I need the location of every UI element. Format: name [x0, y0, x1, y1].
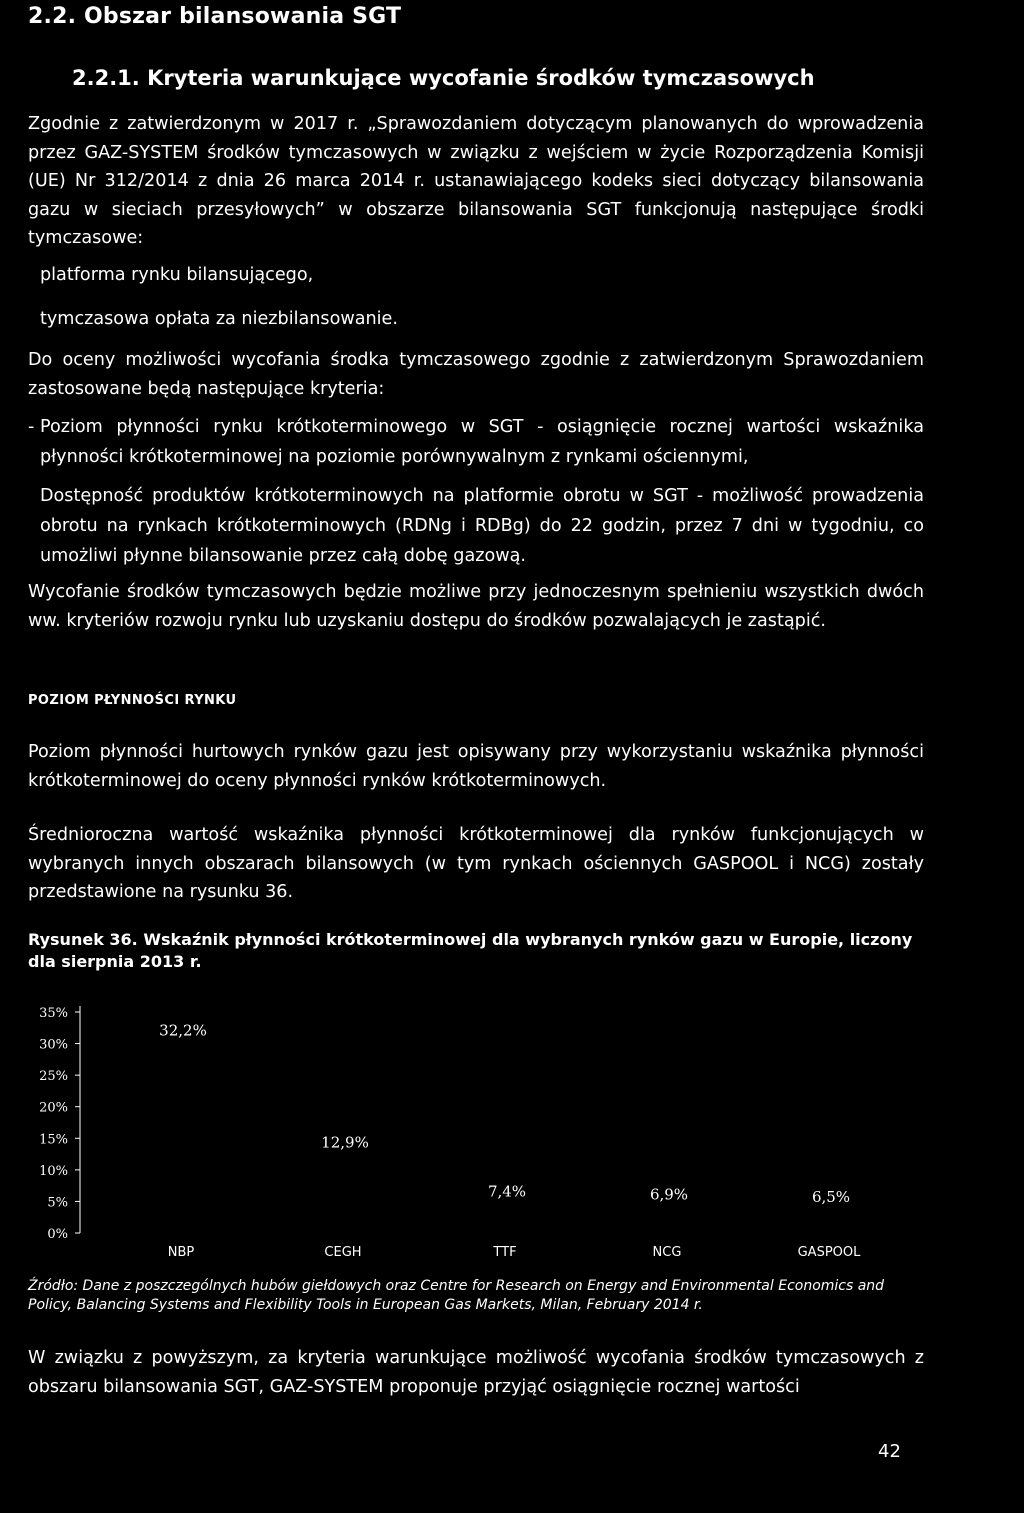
y-tick-label: 30% — [39, 1037, 68, 1053]
page-number: 42 — [878, 1441, 901, 1462]
figure-caption-text: Wskaźnik płynności krótkoterminowej dla wybranych rynków gazu w Europie, liczony dla sierpnia 2013 r. — [28, 930, 913, 971]
bar — [308, 1152, 378, 1233]
category-label: NCG — [652, 1245, 682, 1260]
category-label: CEGH — [324, 1245, 362, 1260]
y-tick-label: 15% — [39, 1132, 68, 1148]
list-item-platform: platforma rynku bilansującego, — [40, 265, 314, 285]
bar-value-label: 6,9% — [649, 1185, 689, 1204]
criterion-liquidity — [28, 412, 924, 472]
paragraph-intro: Zgodnie z zatwierdzonym w 2017 r. „Sprawozdaniem dotyczącym planowanych do wprowadzenia przez GAZ-SYSTEM środków tymczasowych w związku z wejściem w życie Rozporządzenia Komisji (UE) Nr 312/2014 z dnia 26 marca 2014 r. ustanawiającego kodeks sieci dotyczący bilansowania gazu w sieciach przesyłowych” w obszarze bilansowania SGT funkcjonują następujące środki tymczasowe: — [28, 114, 924, 248]
criterion-availability — [40, 481, 924, 571]
subsection-title: 2.2.1. Kryteria warunkujące wycofanie środków tymczasowych — [72, 66, 815, 90]
figure-caption-label: Rysunek 36. — [28, 930, 138, 949]
paragraph-withdrawal: Wycofanie środków tymczasowych będzie możliwe przy jednoczesnym spełnieniu wszystkich dwóch ww. kryteriów rozwoju rynku lub uzyskaniu dostępu do środków pozwalających je zastąpić. — [28, 582, 924, 631]
y-tick-label: 0% — [47, 1227, 68, 1242]
bar-value-label: 7,4% — [487, 1182, 527, 1201]
bar-value-label: 12,9% — [321, 1133, 369, 1152]
list-dash: - — [28, 417, 35, 437]
criterion-liquidity-text: Poziom płynności rynku krótkoterminowego w SGT - osiągnięcie rocznej wartości wskaźnika płynności krótkoterminowej na poziomie porównywalnym z rynkami ościennymi, — [40, 417, 924, 467]
y-tick-label: 10% — [39, 1163, 68, 1179]
bar — [146, 1030, 216, 1233]
list-item-fee: tymczasowa opłata za niezbilansowanie. — [40, 309, 398, 329]
bar-value-label: 6,5% — [811, 1187, 851, 1206]
section-title: 2.2. Obszar bilansowania SGT — [28, 4, 402, 29]
bar-value-label: 32,2% — [159, 1021, 207, 1040]
criterion-availability-text: Dostępność produktów krótkoterminowych na platformie obrotu w SGT - możliwość prowadzenia obrotu na rynkach krótkoterminowych (RDNg i RDBg) do 22 godzin, przez 7 dni w tygodniu, co umożliwi płynne bilansowanie przez całą dobę gazową. — [40, 486, 924, 566]
bar-chart — [0, 990, 1024, 1270]
paragraph-liquidity-1: Poziom płynności hurtowych rynków gazu jest opisywany przy wykorzystaniu wskaźnika płynności krótkoterminowej do oceny płynności rynków krótkoterminowych. — [28, 742, 924, 791]
y-tick-label: 25% — [39, 1069, 68, 1085]
category-label: NBP — [167, 1245, 195, 1260]
paragraph-liquidity-2: Średnioroczna wartość wskaźnika płynności krótkoterminowej dla rynków funkcjonujących w wybranych innych obszarach bilansowych (w tym rynkach ościennych GASPOOL i NCG) zostały przedstawione na rysunku 36. — [28, 825, 924, 902]
y-tick-label: 35% — [39, 1006, 68, 1021]
y-tick-label: 5% — [47, 1195, 68, 1211]
category-label: GASPOOL — [797, 1245, 861, 1260]
paragraph-criteria-intro: Do oceny możliwości wycofania środka tymczasowego zgodnie z zatwierdzonym Sprawozdaniem zastosowane będą następujące kryteria: — [28, 350, 924, 399]
category-label: TTF — [493, 1245, 517, 1260]
paragraph-proposal: W związku z powyższym, za kryteria warunkujące możliwość wycofania środków tymczasowych z obszaru bilansowania SGT, GAZ-SYSTEM proponuje przyjąć osiągnięcie rocznej wartości — [28, 1348, 924, 1397]
y-tick-label: 20% — [39, 1100, 68, 1116]
figure-source: Źródło: Dane z poszczególnych hubów giełdowych oraz Centre for Research on Energy and Environmental Economics and Policy, Balancing Systems and Flexibility Tools in European Gas Markets, Milan, February 2014 r. — [28, 1278, 885, 1313]
figure-caption — [28, 929, 928, 973]
heading-liquidity: POZIOM PŁYNNOŚCI RYNKU — [28, 693, 237, 708]
